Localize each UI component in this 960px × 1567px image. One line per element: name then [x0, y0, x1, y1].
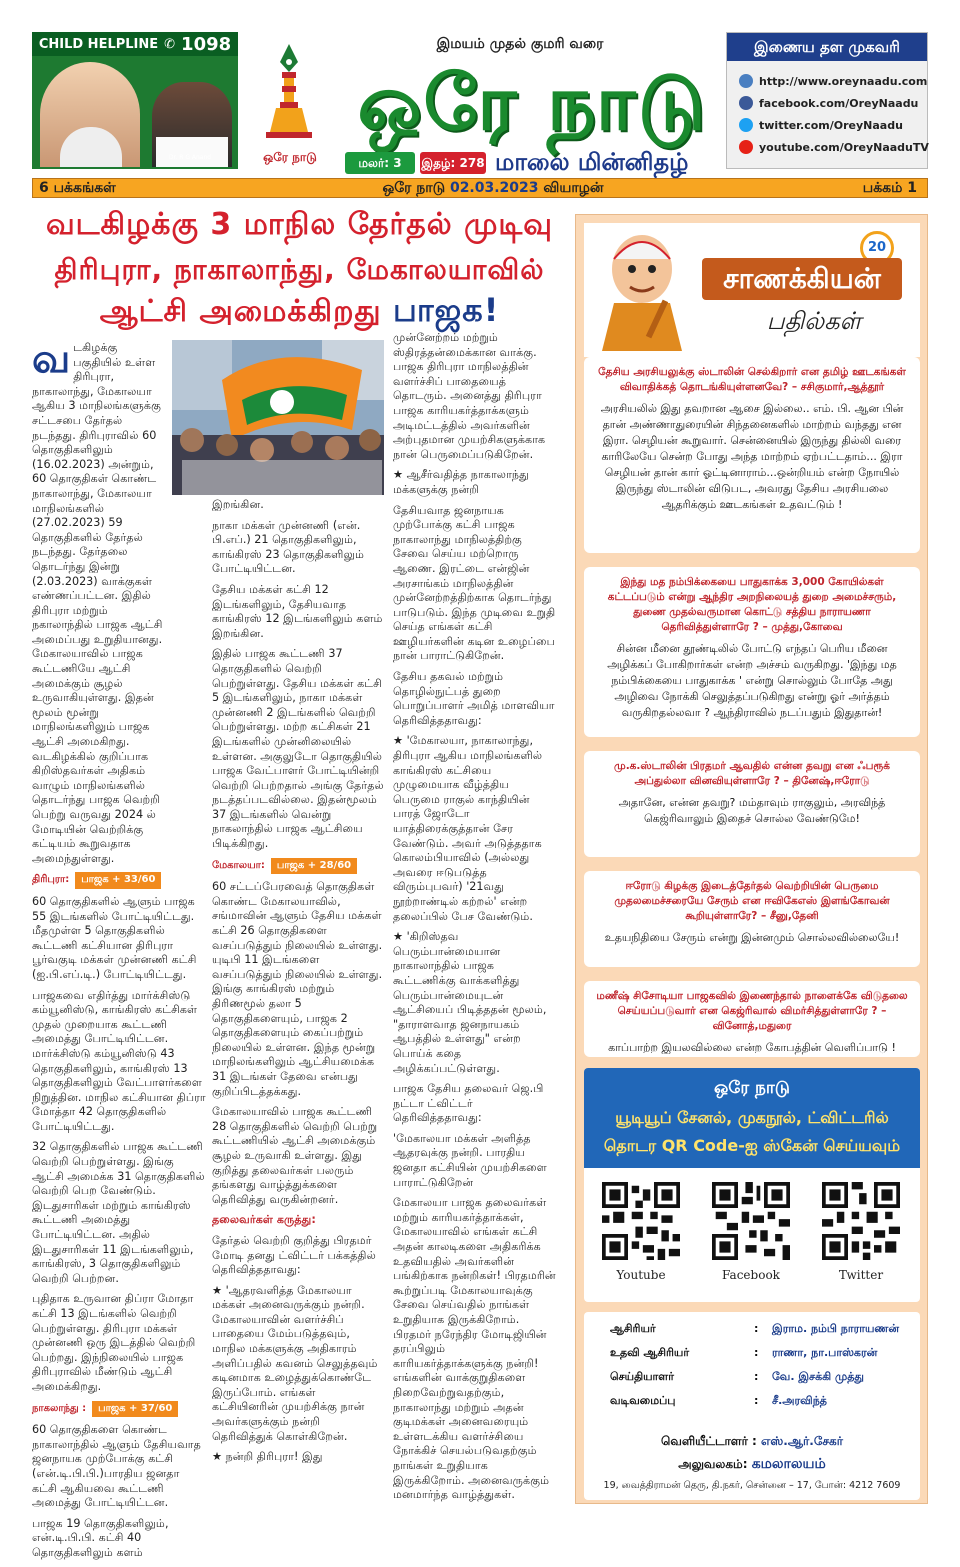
headline-party: பாஜக!	[393, 291, 500, 329]
publisher-name: எஸ்.ஆர்.சேகர்	[761, 1434, 843, 1448]
publisher-label: வெளியீட்டாளர் :	[661, 1434, 757, 1448]
article-paragraph: தேசிய மக்கள் கட்சி 12 இடங்களிலும், தேசியவாத காங்கிரஸ் 12 இடங்களிலும் களம் இறங்கின.	[212, 582, 383, 640]
promo-line-3: தொடர QR Code-ஐ ஸ்கேன் செய்யவும்	[603, 1136, 901, 1155]
article-paragraph: 'மேகாலயா மக்கள் அளித்த ஆதரவுக்கு நன்றி. பாரதிய ஜனதா கட்சியின் முயற்சிகளை பாராட்டுகிறேன்	[393, 1131, 547, 1189]
publisher-line	[584, 1434, 920, 1450]
staff-name: ராணா, நா.பாஸ்கரன்	[772, 1346, 878, 1359]
staff-colon: :	[754, 1394, 759, 1407]
dateline	[333, 179, 653, 197]
youtube-link[interactable]	[739, 137, 929, 157]
staff-role: செய்தியாளர்	[610, 1370, 674, 1383]
online-links-panel	[726, 32, 928, 169]
office-name: கமலாலயம்	[751, 1456, 826, 1472]
staff-role: வடிவமைப்பு	[610, 1394, 676, 1407]
mla-caption: Dr. R G Anand	[168, 154, 212, 161]
qr-promo-banner	[584, 1068, 920, 1168]
tripura-label: திரிபுரா:	[32, 874, 70, 886]
qr-label-youtube: Youtube	[616, 1268, 666, 1282]
qr-label-twitter: Twitter	[838, 1268, 884, 1282]
staff-colon: :	[754, 1322, 759, 1335]
qa-card	[584, 871, 920, 967]
newspaper-logo	[242, 32, 338, 169]
staff-name: வே. இசக்கி முத்து	[772, 1370, 864, 1383]
article-paragraph: மேகாலயா பாஜக தலைவர்கள் மற்றும் காரியகர்த்தாக்கள், மேகாலயாவில் எங்கள் கட்சி அதன் காலடிகளை அதிகரிக்க உதவியதில் அவர்களின் பங்கிற்காக நன்றிகள்! பிரதமரின் கூற்றுப்படி மேகாலயாவுக்கு சேவை செய்வதில் நாங்கள் உறுதியாக இருக்கிறோம். பிரதமர் நரேந்திர மோடிஜியின் தரப்பிலும் காரியகர்த்தாக்களுக்கு நன்றி! எங்களின் வாக்குறுதிகளை நிறைவேற்றுவதற்கும், நாகாலாந்து மற்றும் அதன் குடிமக்கள் அனைவரையும் உள்ளடக்கிய வளர்ச்சியை நோக்கிச் செயல்படுவதற்கும் நாங்கள் உறுதியாக இருக்கிறோம். அனைவருக்கும் மனமார்ந்த வாழ்த்துகள்.	[393, 1196, 556, 1502]
staff-name: சீ.அரவிந்த்	[772, 1394, 827, 1407]
headline-line-3-text: ஆட்சி அமைக்கிறது	[99, 294, 382, 329]
article-paragraph: புதிதாக உருவான திப்ரா மோதா கட்சி 13 இடங்களில் வெற்றி பெற்றுள்ளது. திரிபுரா மக்கள் முன்னணி ஒரு இடத்தில் வெற்றி பெற்றது. இந்நிலையில் பாஜக திரிபுராவில் மீண்டும் ஆட்சி அமைக்கிறது.	[32, 1292, 196, 1393]
website-link[interactable]	[739, 71, 928, 91]
qa-question: மு.க.ஸ்டாலின் பிரதமர் ஆவதில் என்ன தவறு என ஃபரூக் அப்துல்லா வினவியுள்ளாரே ? – தினேஷ்,ஈரோடு	[614, 760, 890, 787]
headline-line-3	[32, 288, 567, 334]
facebook-url: facebook.com/OreyNaadu	[759, 96, 919, 110]
article-paragraph: தேசியவாத ஜனநாயக முற்போக்கு கட்சி பாஜக நாகாலாந்து மாநிலத்திற்கு சேவை செய்ய மற்றொரு ஆணை. இரட்டை என்ஜின் அரசாங்கம் மாநிலத்தின் முன்னேற்றத்திற்காக தொடர்ந்து பாடுபடும். இந்த முடிவை உறுதி செய்த எங்கள் கட்சி ஊழியர்களின் கடின உழைப்பை நான் பாராட்டுகிறேன்.	[393, 503, 556, 663]
article-paragraph: மேகாலயாவில் பாஜக கூட்டணி 28 தொகுதிகளில் வெற்றி பெற்று கூட்டணியில் ஆட்சி அமைக்கும் சூழல் உருவாகி உள்ளது. இது குறித்து தலைவர்கள் பலரும் தங்களது வாழ்த்துக்களை தெரிவித்து வருகின்றனர்.	[212, 1105, 378, 1206]
staff-row	[602, 1370, 912, 1390]
leaders-subheading: தலைவர்கள் கருத்து:	[212, 1213, 316, 1227]
staff-colon: :	[754, 1346, 759, 1359]
newspaper-title: ஒரே நாடு	[357, 58, 708, 147]
office-line	[584, 1456, 920, 1474]
staff-row	[602, 1394, 912, 1414]
issue-date: 02.03.2023	[449, 180, 539, 196]
qa-answer: அதானே, என்ன தவறு? மம்தாவும் ராகுலும், அரவிந்த் கெஜ்ரிவாலும் இதைச் சொல்ல வேண்டுமே!	[618, 796, 886, 825]
qa-card	[584, 981, 920, 1057]
office-label: அலுவலகம்:	[678, 1457, 748, 1471]
helpline-banner	[32, 32, 238, 169]
facebook-link[interactable]	[739, 93, 925, 113]
qr-label-facebook: Facebook	[722, 1268, 780, 1282]
article-paragraph: ★ ஆசீர்வதித்த நாகாலாந்து மக்களுக்கு நன்றி	[393, 468, 529, 496]
headline-line-1: வடகிழக்கு 3 மாநில தேர்தல் முடிவு	[45, 207, 554, 242]
article-column-2	[212, 498, 384, 1471]
article-paragraph: முன்னேற்றம் மற்றும் ஸ்திரத்தன்மைக்கான வாக்கு. பாஜக திரிபுரா மாநிலத்தின் வளர்ச்சிப் பாதையைத் தொடரும். அனைத்து திரிபுரா பாஜக காரியகர்த்தாக்களும் அடிமட்டத்தில் அவர்களின் அற்புதமான முயற்சிகளுக்காக நான் பெருமைப்படுகிறேன்.	[393, 331, 546, 461]
nagaland-result-badge: பாஜக + 37/60	[92, 1401, 178, 1418]
tagline: இமயம் முதல் குமரி வரை	[436, 36, 604, 52]
meghalaya-result-badge: பாஜக + 28/60	[271, 858, 357, 875]
article-paragraph: 60 தொகுதிகளை கொண்ட நாகாலாந்தில் ஆளும் தேசியவாத ஜனநாயக முற்போக்கு கட்சி (என்.டி.பி.பி.)பாரதிய ஜனதா கட்சி ஆகியவை கூட்டணி அமைத்து போட்டியிட்டன.	[32, 1423, 201, 1510]
info-bar	[32, 178, 928, 198]
article-paragraph: ★ 'ஆதரவளித்த மேகாலயா மக்கள் அனைவருக்கும் நன்றி. மேகாலயாவின் வளர்ச்சிப் பாதையை மேம்படுத்தவும், மாநில மக்களுக்கு அதிகாரம் அளிப்பதில் கவனம் செலுத்தவும் கடினமாக உழைத்துக்கொண்டே இருப்போம். எங்கள் கட்சியினரின் முயற்சிக்கு நான் அவர்களுக்கும் நன்றி தெரிவித்துக் கொள்கிறேன்.	[212, 1283, 378, 1443]
youtube-qr-code[interactable]	[602, 1176, 680, 1266]
nagaland-label: நாகலாந்து :	[32, 1402, 87, 1414]
article-paragraph: ★ 'மேகாலயா, நாகாலாந்து, திரிபுரா ஆகிய மாநிலங்களில் காங்கிரஸ் கட்சியை முழுமையாக வீழ்த்திய பெருமை ராகுல் காந்தியின் பாரத் ஜோடோ யாத்திரைக்குத்தான் சேர வேண்டும். அவர் அடுத்ததாக கொலம்பியாவில் (அல்லது அவரை ஈடுபடுத்த விரும்புபவர்) '21வது நூற்றாண்டில் கற்றல்' என்ற தலைப்பில் பேச வேண்டும்.	[393, 734, 543, 923]
meghalaya-label: மேகாலயா:	[212, 859, 265, 871]
issue-day: வியாழன்	[543, 180, 604, 196]
twitter-url: twitter.com/OreyNaadu	[759, 118, 903, 132]
chanakyan-subtitle: பதில்கள்	[766, 307, 862, 335]
promo-line-1: ஒரே நாடு	[714, 1078, 790, 1098]
article-intro: டகிழக்கு பகுதியில் உள்ள திரிபுரா, நாகாலாந்து, மேகாலயா ஆகிய 3 மாநிலங்களுக்கு சட்டசபை தேர்தல் நடந்தது. திரிபுராவில் 60 தொகுதிகளிலும் (16.02.2023) அன்றும், 60 தொகுதிகள் கொண்ட நாகாலாந்து, மேகாலயா மாநிலங்களில் (27.02.2023) 59 தொகுதிகளில் தேர்தல் நடந்தது. தேர்தலை தொடர்ந்து இன்று (2.03.2023) வாக்குகள் எண்ணப்பட்டன. இதில் திரிபுரா மற்றும் நகாலாந்தில் பாஜக ஆட்சி அமைப்பது உறுதியானது. மேகாலயாவில் பாஜக கூட்டணியே ஆட்சி அமைக்கும் சூழல் உருவாகியுள்ளது. இதன் மூலம் மூன்று மாநிலங்களிலும் பாஜக ஆட்சி அமைகிறது. வடகிழக்கில் குறிப்பாக கிறிஸ்தவர்கள் அதிகம் வாழும் மாநிலங்களில் தொடர்ந்து பாஜக வெற்றி பெற்று வருவது 2024 ல் மோடியின் வெற்றிக்கு கட்டியம் கூறுவதாக அமைந்துள்ளது.	[32, 341, 163, 865]
article-paragraph: இறங்கின.	[212, 498, 264, 511]
article-column-1	[32, 336, 206, 1567]
staff-role: ஆசிரியர்	[610, 1322, 656, 1335]
article-paragraph: 60 சட்டப்பேரவைத் தொகுதிகள் கொண்ட மேகாலயாவில், சங்மாவின் ஆளும் தேசிய மக்கள் கட்சி 26 தொகுதிகளை வசப்படுத்தும் நிலையில் உள்ளது. யுடிபி 11 இடங்களை வசப்படுத்தும் நிலையில் உள்ளது. இங்கு காங்கிரஸ் மற்றும் திரிணமூல் தலா 5 தொகுதிகளையும், பாஜக 2 தொகுதிகளையும் கைப்பற்றும் நிலையில் உள்ளன. இந்த மூன்று மாநிலங்களிலும் ஆட்சியமைக்க 31 இடங்கள் தேவை என்பது குறிப்பிடத்தக்கது.	[212, 880, 383, 1098]
staff-role: உதவி ஆசிரியர்	[610, 1346, 690, 1359]
article-paragraph: 60 தொகுதிகளில் ஆளும் பாஜக 55 இடங்களில் போட்டியிட்டது. மீதமுள்ள 5 தொகுதிகளில் கூட்டணி கட்சியான திரிபுரா பூர்வகுடி மக்கள் முன்னணி கட்சி (ஐ.பி.எப்.டி.) போட்டியிட்டது.	[32, 894, 197, 981]
phone-icon: ✆	[164, 36, 176, 52]
promo-line-2: யூடியூப் சேனல், முகநூல், ட்விட்டரில்	[615, 1108, 889, 1127]
staff-colon: :	[754, 1370, 759, 1383]
qa-card	[584, 567, 920, 737]
online-links-title: இணைய தள முகவரி	[727, 33, 927, 61]
issue-badge: இதழ்: 278	[420, 152, 486, 174]
website-url: http://www.oreynaadu.com	[759, 74, 928, 88]
chanakyan-sidebar	[575, 214, 928, 1504]
chanakyan-mascot-icon	[594, 229, 689, 351]
tripura-result-badge: பாஜக + 33/60	[75, 872, 161, 889]
volume-badge: மலர்: 3	[345, 152, 415, 174]
youtube-url: youtube.com/OreyNaaduTV	[759, 140, 929, 154]
chanakyan-header	[584, 223, 920, 357]
staff-row	[602, 1322, 912, 1342]
logo-caption: ஒரே நாடு	[263, 150, 317, 164]
twitter-qr-code[interactable]	[822, 1176, 900, 1266]
helpline-label: CHILD HELPLINE	[38, 36, 159, 52]
article-paragraph: ★ நன்றி திரிபுரா! இது	[212, 1450, 323, 1464]
lamp-pen-logo-icon	[262, 42, 316, 142]
article-paragraph: இதில் பாஜக கூட்டணி 37 தொகுதிகளில் வெற்றி பெற்றுள்ளது. தேசிய மக்கள் கட்சி 5 இடங்களிலும், நாகா மக்கள் முன்னணி 2 இடங்களில் வெற்றி பெற்றுள்ளது. மற்ற கட்சிகள் 21 இடங்களில் முன்னிலையில் உள்ளன. அகுலுடோ தொகுதியில் பாஜக வேட்பாளர் போட்டியின்றி வெற்றி பெற்றதால் அங்கு தேர்தல் நடத்தப்படவில்லை. இதன்மூலம் 37 இடங்களில் வென்று நாகலாந்தில் பாஜக ஆட்சியை பிடிக்கிறது.	[212, 647, 384, 851]
chanakyan-title: சாணக்கியன்	[702, 258, 902, 300]
facebook-qr-code[interactable]	[712, 1176, 790, 1266]
article-paragraph: பாஜக தேசிய தலைவர் ஜெ.பி நட்டா ட்விட்டர் தெரிவித்ததாவது:	[393, 1082, 544, 1125]
youtube-icon	[739, 140, 753, 154]
article-paragraph: பாஜக 19 தொகுதிகளிலும், என்.டி.பி.பி. கட்சி 40 தொகுதிகளிலும் களம்	[32, 1516, 169, 1559]
qr-promo	[584, 1068, 920, 1302]
staff-name: இராம. நம்பி நாராயணன்	[772, 1322, 900, 1335]
article-paragraph: நாகா மக்கள் முன்னணி (என். பி.எப்.) 21 தொகுதிகளிலும், காங்கிரஸ் 23 தொகுதிகளிலும் போட்டியிட்டன.	[212, 518, 365, 576]
qa-card	[584, 357, 920, 553]
qa-question: ஈரோடு கிழக்கு இடைத்தேர்தல் வெற்றியின் பெருமை முதலமைச்சரையே சேரும் என ஈவிகேஎஸ் இளங்கோவன் கூறியுள்ளாரே? – சீனு,தேனி	[614, 880, 890, 922]
article-paragraph: தேர்தல் வெற்றி குறித்து பிரதமர் மோடி தனது ட்விட்டர் பக்கத்தில் தெரிவித்ததாவது:	[212, 1233, 376, 1277]
article-paragraph: 32 தொகுதிகளில் பாஜக கூட்டணி வெற்றி பெற்றுள்ளது. இங்கு ஆட்சி அமைக்க 31 தொகுதிகளில் வெற்றி பெற வேண்டும். இடதுசாரிகள் மற்றும் காங்கிரஸ் கூட்டணி அமைத்து போட்டியிட்டன. அதில் இடதுசாரிகள் 11 இடங்களிலும், காங்கிரஸ், 3 தொகுதிகளிலும் வெற்றி பெற்றன.	[32, 1140, 205, 1285]
qa-question: தேசிய அரசியலுக்கு ஸ்டாலின் செல்கிறார் என தமிழ் ஊடகங்கள் விவாதிக்கத் தொடங்கியுள்ளனவே? – சசிகுமார்,ஆத்தூர்	[598, 366, 906, 393]
globe-icon	[739, 74, 753, 88]
staff-row	[602, 1346, 912, 1366]
facebook-icon	[739, 96, 753, 110]
article-column-3	[393, 331, 558, 1509]
twitter-icon	[739, 118, 753, 132]
qa-question: இந்து மத நம்பிக்கையை பாதுகாக்க 3,000 கோயில்கள் கட்டப்படும் என்று ஆந்திர அறநிலையத் துறை அமைச்சரும், துணை முதல்வருமான கொட்டு சத்திய நாராயணா தெரிவித்துள்ளாரே ? – முத்து,கோவை	[607, 576, 897, 633]
edition-label: மாலை மின்னிதழ்	[495, 148, 689, 176]
child-helpline	[32, 32, 238, 56]
staff-box	[584, 1312, 920, 1500]
article-paragraph: தேசிய தகவல் மற்றும் தொழில்நுட்பத் துறை பொறுப்பாளர் அமித் மாளவியா தெரிவித்ததாவது:	[393, 670, 555, 727]
qa-answer: காப்பாற்ற இயலவில்லை என்ற கோபத்தின் வெளிப்பாடு !	[608, 1041, 896, 1054]
headline-line-2: திரிபுரா, நாகாலாந்து, மேகாலயாவில்	[54, 253, 545, 286]
helpline-number: 1098	[181, 33, 232, 55]
qa-answer: அரசியலில் இது தவறான ஆசை இல்லை.. எம். பி. ஆன பின் தான் அண்ணாதுரையின் சிந்தனைகளில் மாற்றம் வந்தது என இரா. செழியன் கூறுவார். சென்னையில் இருந்து தில்லி வரை காரிலேயே சென்ற போது அந்த மாற்றம் ஏற்பட்டதாம்... இரா செழியன் தான் கார் ஓட்டினாராம்...ஒன்றியம் என்ற நோயில் இருந்து ஸ்டாலின் விடுபட, அவரது தேசிய அரசியலை ஆதரிக்கும் ஊடகங்கள் உதவட்டும் !	[600, 402, 904, 511]
article-paragraph: ★ 'கிறிஸ்தவ பெரும்பான்மையான நாகாலாந்தில் பாஜக கூட்டணிக்கு வாக்களித்து பெரும்பான்மையுடன் ஆட்சியைப் பிடித்ததன் மூலம், "தாராளவாத ஜனநாயகம் ஆபத்தில் உள்ளது" என்ற பொய்க் கதை அழிக்கப்பட்டுள்ளது.	[393, 930, 547, 1075]
qa-answer: உதயநிதியை சேரும் என்று இன்னமும் சொல்லவில்லையே!	[604, 931, 900, 944]
office-address: 19, வைத்திராமன் தெரு, தி.நகர், சென்னை – 17, போன்: 4212 7609	[603, 1480, 901, 1491]
qa-question: மணீஷ் சிசோடியா பாஜகவில் இணைந்தால் நாளைக்கே விடுதலை செய்யப்படுவார் என கெஜ்ரிவால் விமர்சித்துள்ளாரே ? – வினோத்,மதுரை	[596, 990, 908, 1032]
page-number: பக்கம் 1	[862, 180, 917, 196]
page-count: 6 பக்கங்கள்	[39, 180, 116, 196]
qa-answer: சின்ன மீனை தூண்டிலில் போட்டு எந்தப் பெரிய மீனை அழிக்கப் போகிறார்கள் என்ற அச்சம் வருகிறது. 'இந்து மத நம்பிக்கையை பாதுகாக்க ' என்று சொல்லும் போதே அது அழிவை நோக்கி செலுத்தப்படுகிறது என்று ஓர் அர்த்தம் வருகிறதல்லவா ? ஆந்திராவில் நடப்பதும் இதுதான்!	[607, 642, 897, 719]
dateline-prefix: ஒரே நாடு	[382, 180, 446, 196]
mla-photo-shirt	[156, 137, 228, 167]
qa-card	[584, 751, 920, 857]
anniversary-badge: 20	[860, 231, 894, 265]
drop-cap: வ	[32, 336, 71, 382]
twitter-link[interactable]	[739, 115, 925, 135]
article-paragraph: பாஜகவை எதிர்த்து மார்க்சிஸ்டு கம்யூனிஸ்டு, காங்கிரஸ் கட்சிகள் முதல் முறையாக கூட்டணி அமைத்து போட்டியிட்டன. மார்க்சிஸ்டு கம்யூனிஸ்டு 43 தொகுதிகளிலும், காங்கிரஸ் 13 தொகுதிகளிலும் வேட்பாளர்களை நிறுத்தின. மாநில கட்சியான திப்ரா மோத்தா 42 தொகுதிகளில் போட்டியிட்டது.	[32, 988, 206, 1133]
